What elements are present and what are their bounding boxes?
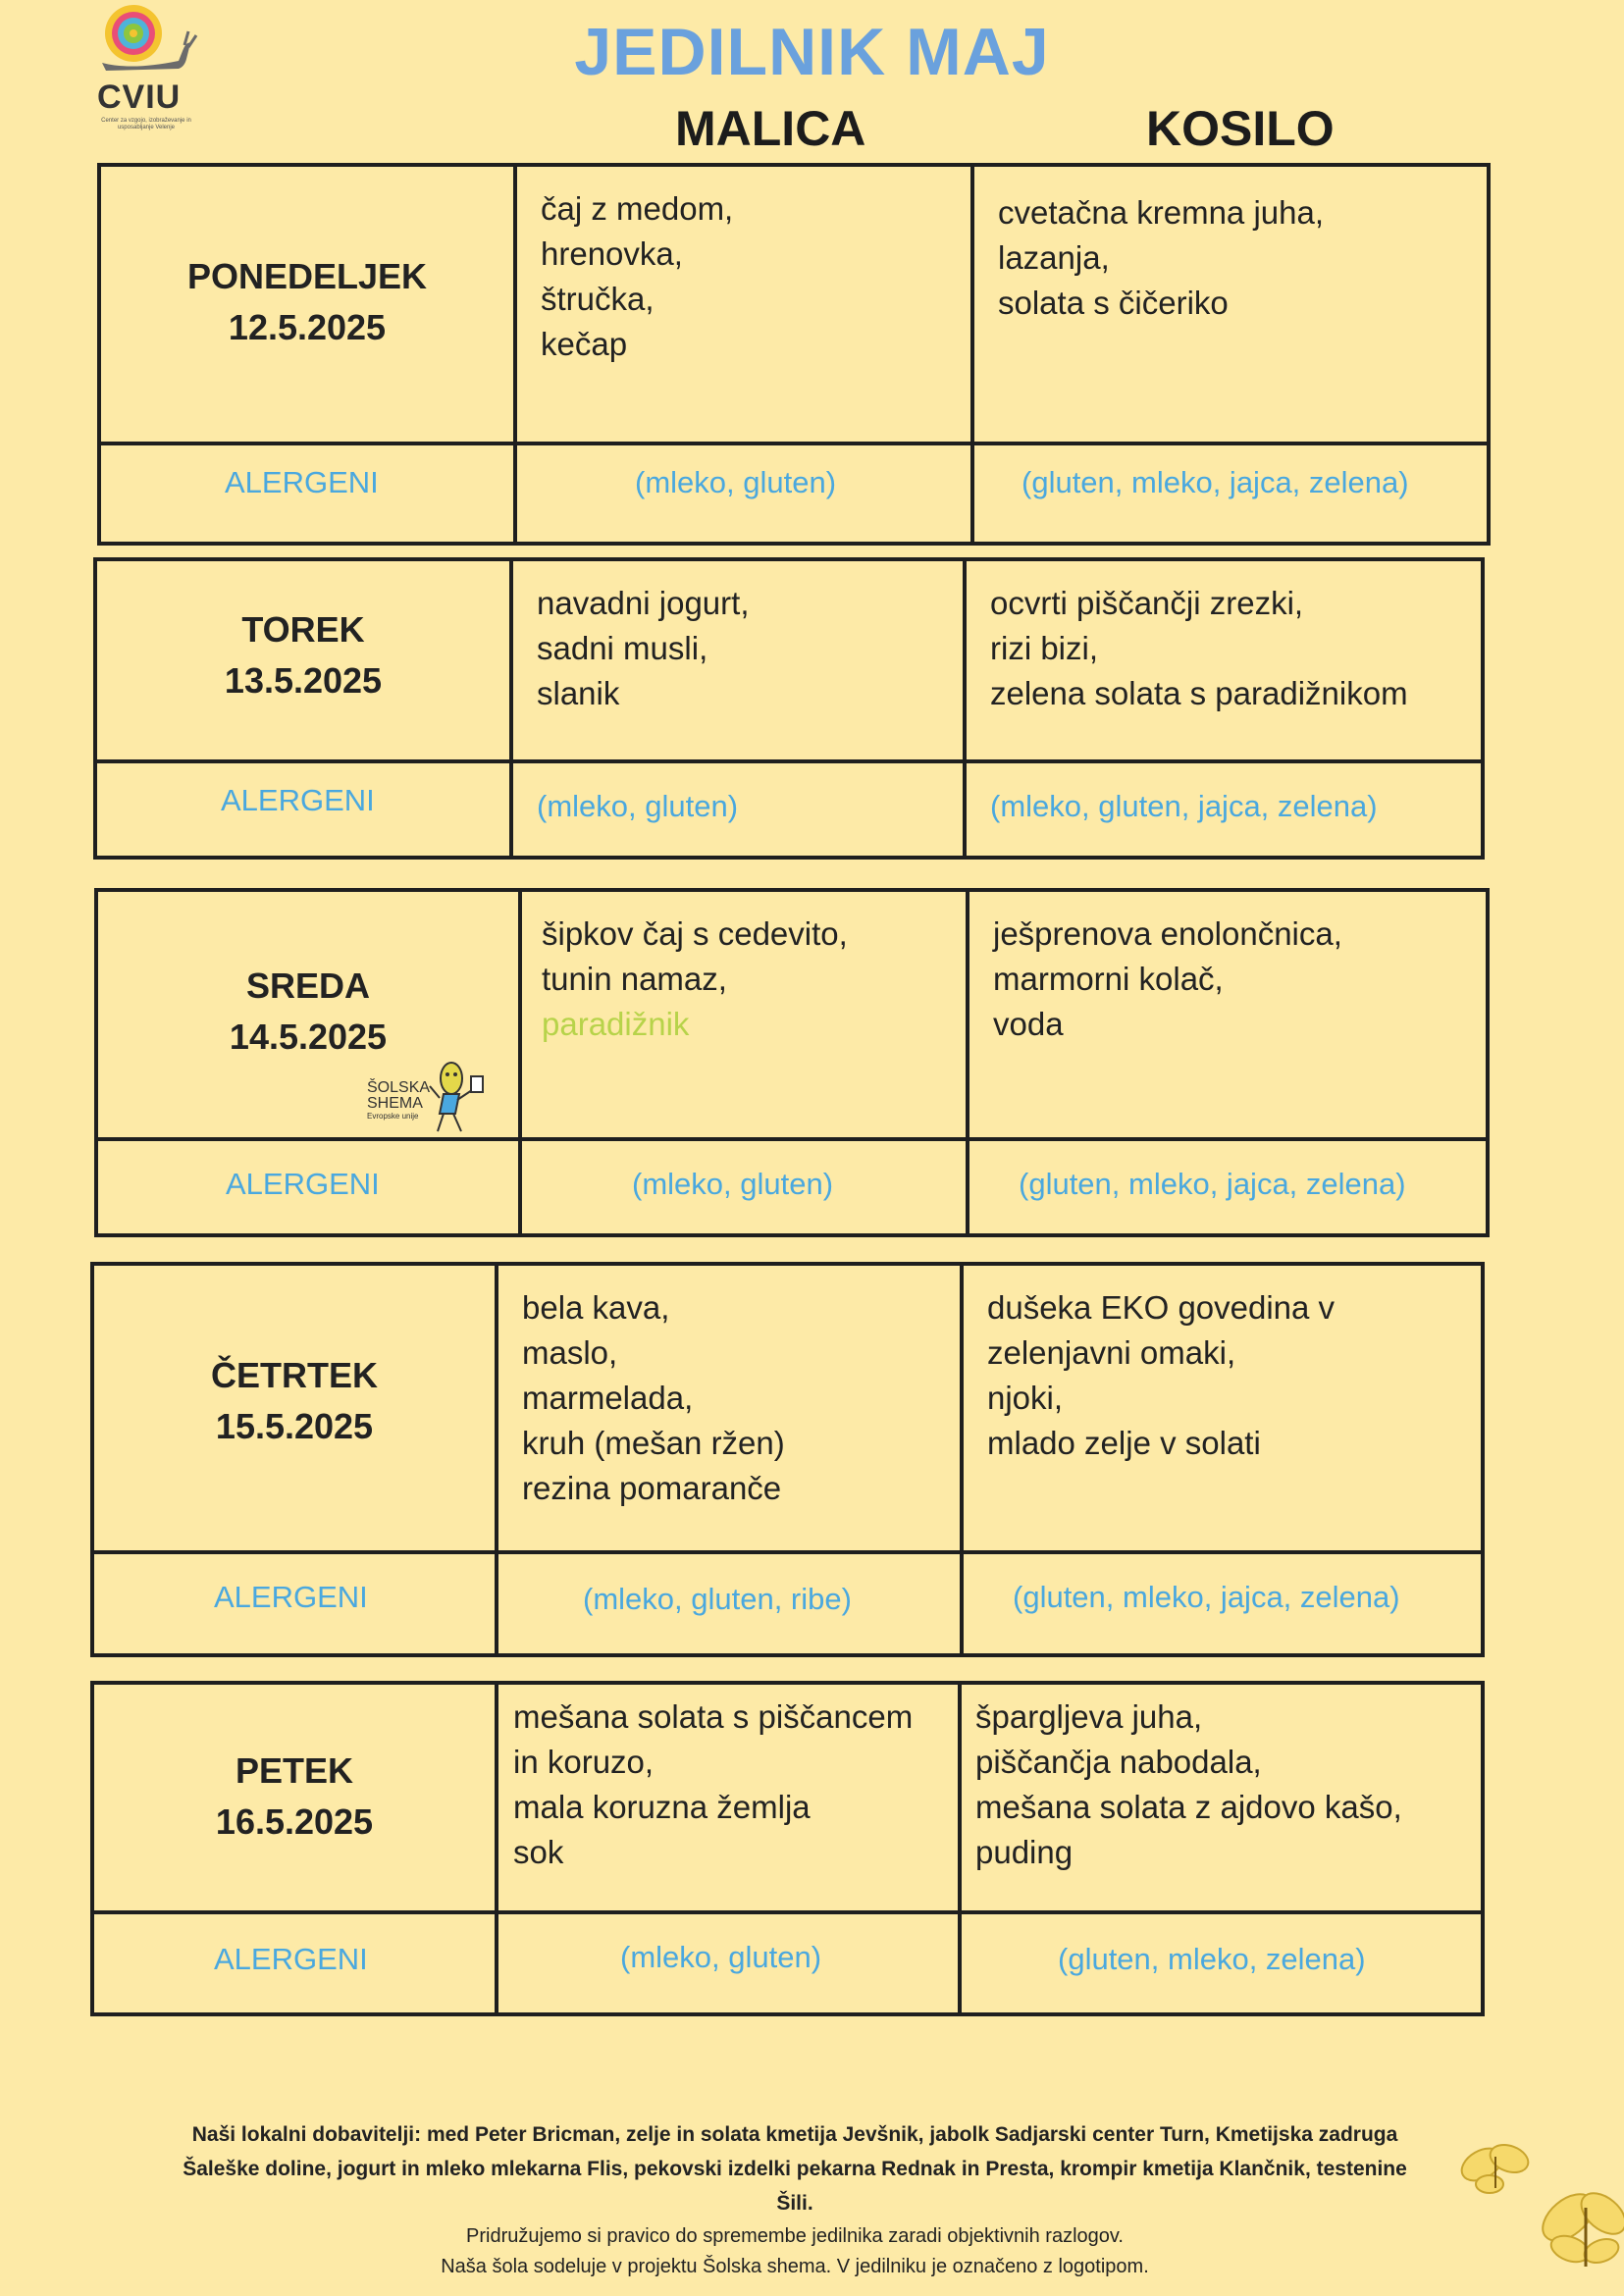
malica-items: šipkov čaj s cedevito, tunin namaz, paradižnik [542, 912, 848, 1047]
malica-items: mešana solata s piščancem in koruzo, mala koruzna žemlja sok [513, 1698, 914, 1870]
kosilo-header: KOSILO [1146, 101, 1335, 156]
day-block-cetrtek [90, 1262, 1485, 1657]
kosilo-items: ocvrti piščančji zrezki, rizi bizi, zelena solata s paradižnikom [990, 585, 1408, 711]
solska-shema-logo: ŠOLSKA SHEMA Evropske unije [367, 1053, 489, 1137]
allergen-label: ALERGENI [221, 783, 375, 817]
day-name: SREDA 14.5.2025 [229, 965, 388, 1057]
malica-allergens: (mleko, gluten) [635, 465, 837, 499]
kosilo-items: špargljeva juha, piščančja nabodala, mešana solata z ajdovo kašo, puding [975, 1698, 1402, 1870]
malica-allergens: (mleko, gluten) [537, 789, 739, 823]
kosilo-items: ješprenova enolončnica, marmorni kolač, voda [993, 915, 1342, 1042]
day-block-petek [90, 1681, 1485, 2016]
kosilo-allergens: (gluten, mleko, zelena) [1058, 1942, 1366, 1976]
malica-allergens: (mleko, gluten) [620, 1940, 822, 1974]
malica-allergens: (mleko, gluten) [632, 1167, 834, 1201]
malica-items: navadni jogurt, sadni musli, slanik [537, 585, 750, 711]
kosilo-allergens: (gluten, mleko, jajca, zelena) [1019, 1167, 1406, 1201]
kosilo-allergens: (gluten, mleko, jajca, zelena) [1013, 1580, 1400, 1614]
kosilo-items: dušeka EKO govedina v zelenjavni omaki, njoki, mlado zelje v solati [987, 1289, 1336, 1461]
allergen-label: ALERGENI [214, 1942, 368, 1976]
day-block-sreda [94, 888, 1490, 1237]
day-block-ponedeljek [97, 163, 1491, 546]
allergen-label: ALERGENI [226, 1167, 380, 1201]
day-name: TOREK 13.5.2025 [224, 609, 383, 701]
logo-text: CVIU [97, 78, 182, 116]
schema-mascot-icon [428, 1053, 491, 1135]
malica-header: MALICA [675, 101, 866, 156]
malica-items: bela kava, maslo, marmelada, kruh (mešan ržen) rezina pomaranče [522, 1289, 785, 1506]
day-block-torek [93, 557, 1485, 860]
day-name: ČETRTEK 15.5.2025 [211, 1355, 378, 1446]
kosilo-items: cvetačna kremna juha, lazanja, solata s čičeriko [998, 194, 1325, 321]
day-name: PETEK 16.5.2025 [215, 1750, 374, 1842]
butterfly-icon [1460, 2139, 1624, 2296]
day-name: PONEDELJEK 12.5.2025 [186, 256, 428, 347]
highlighted-item: paradižnik [542, 1006, 690, 1042]
allergen-label: ALERGENI [225, 465, 379, 499]
malica-items: čaj z medom, hrenovka, štručka, kečap [541, 190, 734, 362]
disclaimer-note: Pridružujemo si pravico do spremembe jedilnika zaradi objektivnih razlogov. Naša šola sodeluje v projektu Šolska shema. V jedilniku je označeno z logotipom. [441, 2225, 1149, 2277]
logo-subtext: Center za vzgojo, izobraževanje in usposabljanje Velenje [101, 118, 191, 130]
kosilo-allergens: (mleko, gluten, jajca, zelena) [990, 789, 1378, 823]
page-title: JEDILNIK MAJ [574, 15, 1050, 89]
kosilo-allergens: (gluten, mleko, jajca, zelena) [1022, 465, 1409, 499]
malica-allergens: (mleko, gluten, ribe) [583, 1582, 852, 1616]
suppliers-note: Naši lokalni dobavitelji: med Peter Bricman, zelje in solata kmetija Jevšnik, jabolk Sadjarski center Turn, Kmetijska zadruga Šaleške doline, jogurt in mleko mlekarna Flis, pekovski izdelki pekarna Rednak in Presta, krompir kmetija Klančnik, testenine Šili. [183, 2123, 1407, 2215]
allergen-label: ALERGENI [214, 1580, 368, 1614]
